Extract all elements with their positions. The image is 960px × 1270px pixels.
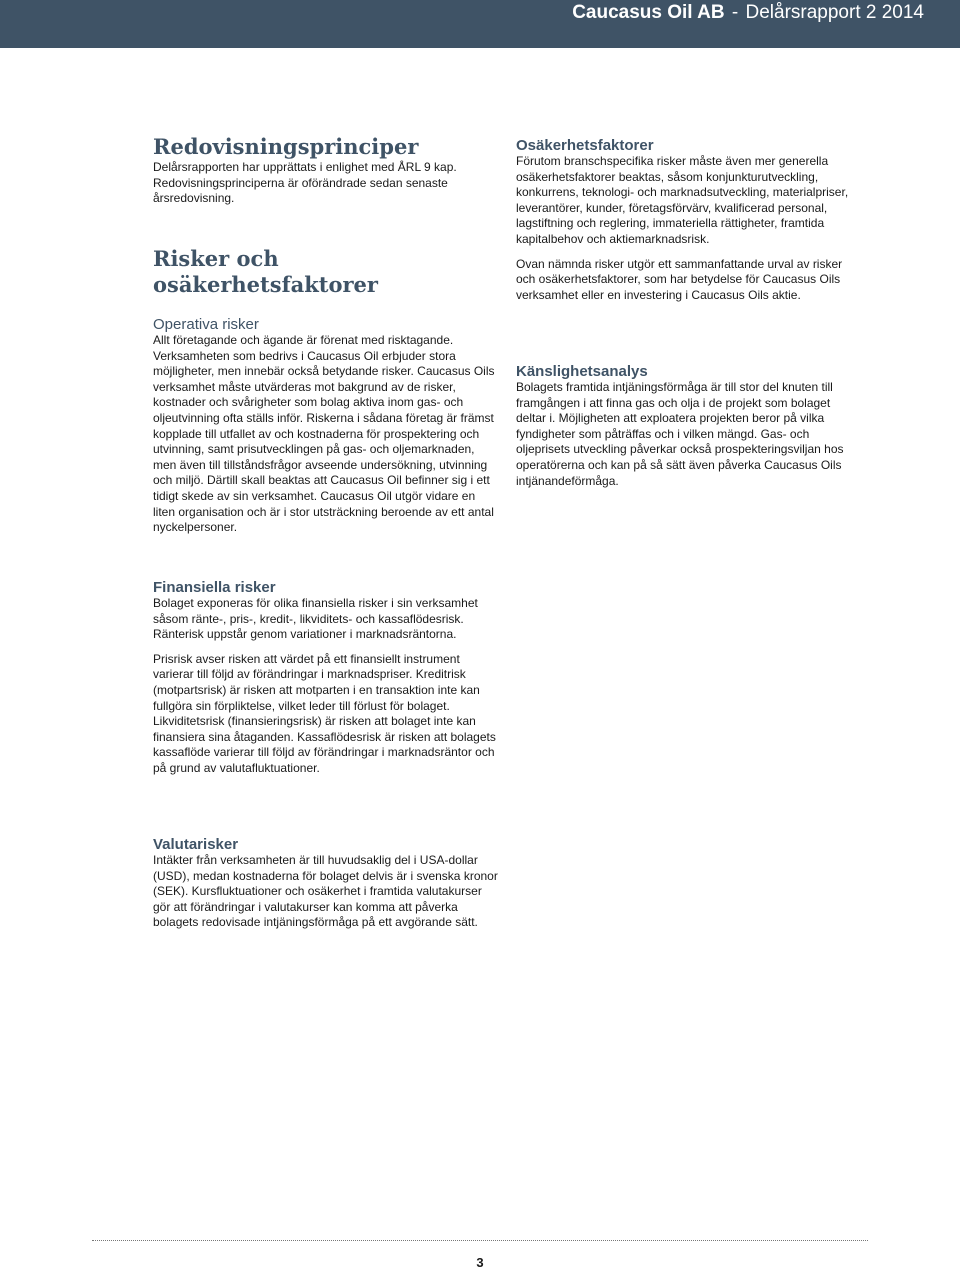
report-name: Delårsrapport 2 2014	[745, 2, 924, 23]
heading-risker-line1: Risker och	[153, 246, 279, 271]
heading-risker-line2: osäkerhetsfaktorer	[153, 272, 378, 297]
heading-redovisningsprinciper: Redovisningsprinciper	[153, 134, 419, 159]
company-name: Caucasus Oil AB	[572, 2, 725, 23]
text-operativa-risker: Allt företagande och ägande är förenat med risktagande. Verksamheten som bedrivs i Caucasus Oil erbjuder stora möjligheter, men innebär också betydande risker. Caucasus Oils verksamhet måste utvärderas mot bakgrund av de risker, kostnader och svårigheter som bolag aktiva inom gas- och oljeutvinning ofta ställs inför. Riskerna i sådana företag är främst kopplade till utfallet av och kostnaderna för prospektering och utvinning, samt prisutvecklingen på gas- och oljemarknaden, men även till tillståndsfrågor avseende undersökning, utvinning och miljö. Därtill skall beaktas att Caucasus Oil befinner sig i ett tidigt skede av sin verksamhet. Caucasus Oil utgör vidare en liten organisation och är i stor utsträckning beroende av ett antal nyckelpersoner.	[153, 333, 495, 535]
header-separator: -	[731, 2, 739, 23]
section-valutarisker	[153, 836, 498, 931]
text-kanslighetsanalys: Bolagets framtida intjäningsförmåga är till stor del knuten till framgången i att finna gas och olja i de projekt som bolaget deltar i. Möjligheten att exploatera projekten beror på vilka fyndigheter som påträffas och i vilken mängd. Gas- och oljeprisets utveckling påverkar också prospekteringsviljan hos operatörerna och kan på så sätt även påverka Caucasus Oils intjänandeförmåga.	[516, 380, 844, 488]
section-redovisningsprinciper	[153, 134, 498, 207]
heading-kanslighetsanalys: Känslighetsanalys	[516, 363, 648, 380]
footer-divider	[92, 1240, 868, 1241]
heading-valutarisker: Valutarisker	[153, 836, 239, 853]
text-finansiella-risker-2: Prisrisk avser risken att värdet på ett finansiellt instrument varierar till följd av förändringar i marknadspriser. Kreditrisk (motpartsrisk) är risken att motparten i en transaktion inte kan fullgöra sin förpliktelse, vilket leder till förlust för bolaget. Likviditetsrisk (finansieringsrisk) är risken att bolaget inte kan finansiera sina åtaganden. Kassaflödesrisk är risken att bolagets kassaflöde varierar till följd av förändringar i marknadsräntor och på grund av valutafluktuationer.	[153, 651, 496, 775]
text-valutarisker: Intäkter från verksamheten är till huvudsaklig del i USA-dollar (USD), medan kostnaderna för bolaget delvis är i svenska kronor (SEK). Kursfluktuationer och osäkerhet i framtida valutakurser gör att förändringar i valutakurser kan komma att påverka bolagets redovisade intjäningsförmåga på ett avgörande sätt.	[153, 853, 498, 930]
page-number: 3	[476, 1255, 484, 1270]
section-risker	[153, 246, 498, 298]
section-kanslighetsanalys	[516, 363, 856, 489]
text-redovisningsprinciper: Delårsrapporten har upprättats i enlighet med ÅRL 9 kap. Redovisningsprinciperna är oförändrade sedan senaste årsredovisning.	[153, 160, 457, 206]
header-bar	[0, 0, 960, 48]
section-finansiella-risker	[153, 579, 498, 777]
section-operativa-risker	[153, 316, 498, 536]
heading-osakerhetsfaktorer: Osäkerhetsfaktorer	[516, 137, 654, 154]
text-finansiella-risker-1: Bolaget exponeras för olika finansiella risker i sin verksamhet såsom ränte-, pris-, kredit-, likviditets- och kassaflödesrisk. Ränterisk uppstår genom variationer i marknadsräntorna.	[153, 596, 478, 642]
text-osakerhetsfaktorer-1: Förutom branschspecifika risker måste även mer generella osäkerhetsfaktorer beaktas, såsom konjunkturutveckling, konkurrens, teknologi- och marknadsutveckling, materialpriser, leverantörer, kunder, företagsförvärv, kvalificerad personal, lagstiftning och reglering, immateriella rättigheter, framtida kapitalbehov och aktiemarknadsrisk.	[516, 154, 849, 246]
text-osakerhetsfaktorer-2: Ovan nämnda risker utgör ett sammanfattande urval av risker och osäkerhetsfaktorer, som har betydelse för Caucasus Oils verksamhet eller en investering i Caucasus Oils aktie.	[516, 256, 843, 302]
section-osakerhetsfaktorer	[516, 137, 856, 303]
heading-operativa-risker: Operativa risker	[153, 316, 259, 333]
heading-finansiella-risker: Finansiella risker	[153, 579, 276, 596]
header-title	[572, 3, 924, 23]
